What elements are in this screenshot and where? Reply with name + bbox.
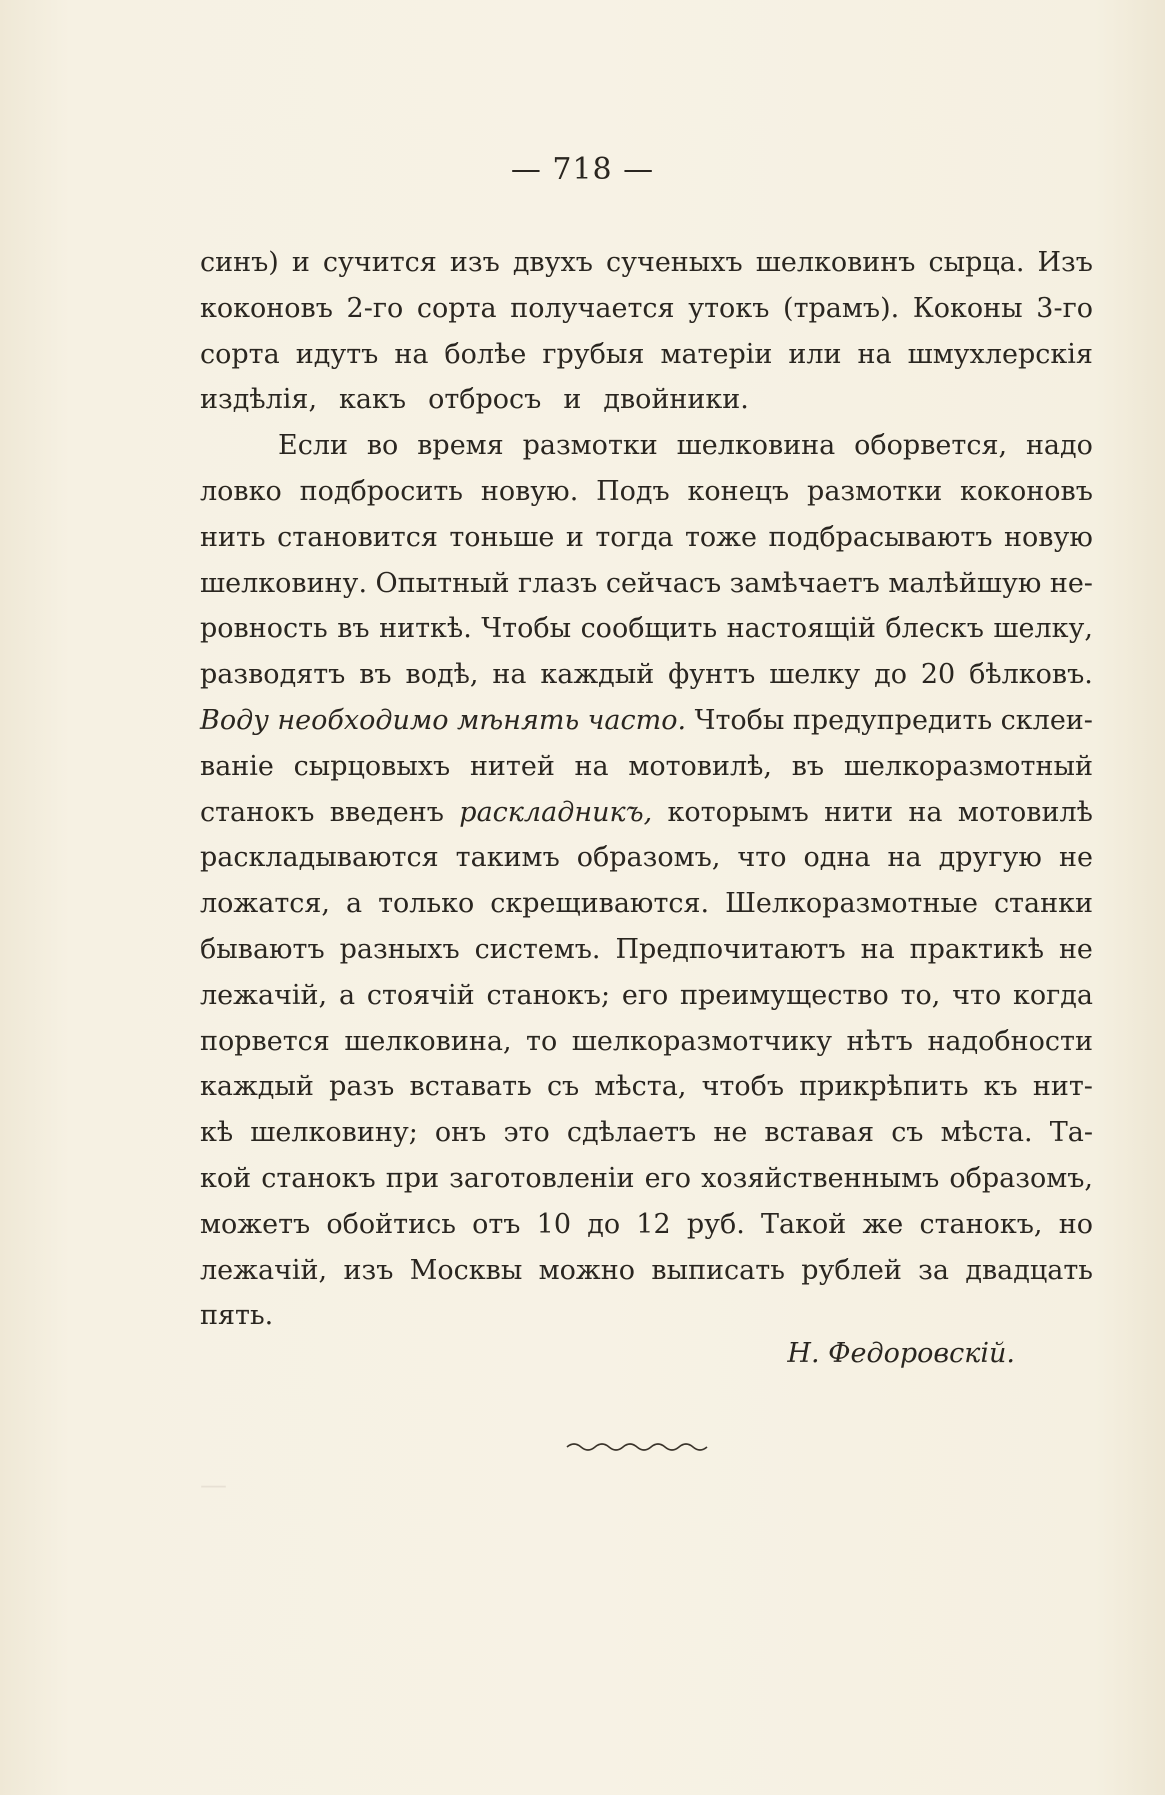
text-line-8 <box>200 561 1093 607</box>
page-number: — 718 — <box>510 152 655 187</box>
word: руб. <box>686 1208 745 1240</box>
word: Опытный <box>375 567 510 599</box>
word: синъ) <box>200 247 279 278</box>
word: что <box>737 842 787 874</box>
text-line-14 <box>200 835 1093 881</box>
word: лежачій, <box>200 979 328 1011</box>
word: чтобъ <box>701 1071 785 1103</box>
word: только <box>378 888 475 920</box>
word: Шелкоразмотные <box>725 888 978 920</box>
word: не <box>1058 933 1093 965</box>
word: шелковину; <box>250 1117 418 1149</box>
word: необходимо <box>277 704 449 736</box>
word: мѣнять <box>456 704 580 736</box>
word: вставать <box>409 1071 532 1103</box>
word: шмухлерскія <box>907 338 1093 370</box>
word: прикрѣпить <box>799 1071 969 1103</box>
word: съ <box>546 1071 580 1103</box>
word: шелкоразмотчику <box>571 1025 833 1057</box>
word: кой <box>200 1162 252 1194</box>
text-line-9 <box>200 606 1093 652</box>
word: обойтись <box>326 1208 456 1240</box>
word: 12 <box>636 1208 671 1240</box>
word: когда <box>1013 979 1093 1011</box>
word: съ <box>891 1117 924 1149</box>
text-line-23 <box>200 1248 1093 1294</box>
word: 10 <box>536 1208 572 1240</box>
word: 3-го <box>1036 292 1093 324</box>
word: Предпочитаютъ <box>615 933 846 965</box>
word: шелкоразмотный <box>843 750 1093 782</box>
word: станокъ <box>200 796 315 828</box>
word: преимущество <box>680 979 889 1011</box>
word: бываютъ <box>200 933 325 965</box>
word: идутъ <box>295 338 379 370</box>
word: фунтъ <box>668 659 756 691</box>
word: или <box>788 338 842 370</box>
word: конецъ <box>687 475 790 507</box>
text-line-7 <box>200 515 1093 561</box>
text-line-5 <box>200 423 1093 469</box>
word: сорта <box>416 292 497 324</box>
text-line-22 <box>200 1202 1093 1248</box>
word: Москвы <box>409 1254 523 1286</box>
word: надо <box>1025 430 1093 462</box>
word: 2-го <box>346 292 404 324</box>
word: при <box>385 1162 440 1194</box>
word: сырца. <box>928 247 1025 278</box>
word: болѣе <box>444 338 527 370</box>
word: тоньше <box>449 521 555 553</box>
word: практикѣ <box>909 933 1044 965</box>
word: во <box>366 430 399 462</box>
word: которымъ <box>667 796 809 828</box>
word: подбросить <box>299 475 464 507</box>
text-line-1 <box>200 240 1093 286</box>
text-line-15 <box>200 881 1093 927</box>
word: 20 <box>920 659 956 691</box>
word: сучится <box>322 247 437 278</box>
word: ваніе <box>200 750 274 782</box>
word: станокъ <box>261 1162 376 1194</box>
word: сообщить <box>580 613 718 645</box>
word: глазъ <box>518 567 598 599</box>
word: то, <box>900 979 941 1011</box>
word: на <box>887 842 922 874</box>
word: а <box>346 888 363 920</box>
word: введенъ <box>329 796 444 828</box>
word: каждый <box>540 659 655 691</box>
word: онъ <box>434 1117 487 1149</box>
word: Подъ <box>596 475 670 507</box>
text-line-21 <box>200 1156 1093 1202</box>
word: Коконы <box>912 292 1023 324</box>
word: ложатся, <box>200 888 331 920</box>
word: разныхъ <box>339 933 460 965</box>
word: мотовилѣ, <box>628 750 773 782</box>
word: каждый <box>200 1071 314 1103</box>
word: коконовъ <box>960 475 1093 507</box>
word: на <box>908 796 943 828</box>
word: его <box>621 979 669 1011</box>
word: мотовилѣ <box>957 796 1093 828</box>
word: нит- <box>1032 1071 1093 1103</box>
text-line-16 <box>200 927 1093 973</box>
word: станокъ; <box>486 979 611 1011</box>
text-line-24 <box>200 1293 1093 1339</box>
word: блескъ <box>885 613 984 645</box>
word: такимъ <box>455 842 560 874</box>
word: шелковинъ <box>755 247 916 278</box>
text-line-10 <box>200 652 1093 698</box>
text-line-17 <box>200 973 1093 1019</box>
word: грубыя <box>542 338 645 370</box>
word: Такой <box>761 1208 847 1240</box>
text-line-13 <box>200 790 1093 836</box>
word: сорта <box>200 338 280 370</box>
word: пять. <box>200 1300 274 1332</box>
word: это <box>503 1117 550 1149</box>
word: издѣлія, <box>200 384 318 416</box>
word: не- <box>1049 567 1093 599</box>
author-signature: Н. Федоровскій. <box>787 1338 1015 1369</box>
text-line-6 <box>200 469 1093 515</box>
word: Чтобы <box>694 704 785 736</box>
word: можетъ <box>200 1208 311 1240</box>
word: рублей <box>801 1254 902 1286</box>
word: порвется <box>200 1025 330 1057</box>
word: а <box>338 979 356 1011</box>
word: Воду <box>200 704 269 736</box>
word: что <box>952 979 1002 1011</box>
word: за <box>918 1254 949 1286</box>
text-line-4 <box>200 377 1093 423</box>
word: двойники. <box>603 384 749 416</box>
word: шелковина, <box>344 1025 512 1057</box>
text-line-3 <box>200 332 1093 378</box>
word: на <box>860 933 895 965</box>
word: бѣлковъ. <box>969 659 1093 691</box>
text-line-2 <box>200 286 1093 332</box>
word: шелку, <box>993 613 1093 645</box>
word: ловко <box>200 475 282 507</box>
word: скрещиваются. <box>490 888 710 920</box>
word: разъ <box>329 1071 395 1103</box>
word: оборвется, <box>854 430 1008 462</box>
wavy-rule-ornament <box>565 1440 715 1454</box>
word: раскладываются <box>200 842 439 874</box>
word: нить <box>200 521 266 553</box>
word: двухъ <box>512 247 593 278</box>
word: отбросъ <box>428 384 542 416</box>
word: выписать <box>651 1254 785 1286</box>
word: стоячій <box>366 979 475 1011</box>
word: хозяйственнымъ <box>701 1162 940 1194</box>
word: новую. <box>480 475 579 507</box>
word: другую <box>938 842 1042 874</box>
word: тоже <box>684 521 757 553</box>
word: изъ <box>449 247 500 278</box>
word: двадцать <box>965 1254 1093 1286</box>
word: же <box>862 1208 904 1240</box>
word: сырцовыхъ <box>293 750 451 782</box>
word: не <box>1058 842 1093 874</box>
text-line-12 <box>200 744 1093 790</box>
word: сдѣлаетъ <box>566 1117 697 1149</box>
word: раскладникъ, <box>459 796 653 828</box>
word: и <box>291 247 310 278</box>
word: на <box>492 659 527 691</box>
word: склеи- <box>1000 704 1093 736</box>
word: размотки <box>522 430 658 462</box>
word: какъ <box>339 384 407 416</box>
word: станки <box>993 888 1093 920</box>
word: часто. <box>587 704 687 736</box>
text-line-19 <box>200 1064 1093 1110</box>
word: подбрасываютъ <box>768 521 993 553</box>
word: водѣ, <box>405 659 479 691</box>
word: одна <box>803 842 871 874</box>
main-text <box>200 240 1093 1339</box>
word: матеріи <box>660 338 773 370</box>
word: предупредить <box>792 704 993 736</box>
word: Та- <box>1049 1117 1093 1149</box>
word: въ <box>337 613 370 645</box>
word: (трамъ). <box>783 292 900 324</box>
word: новую <box>1004 521 1093 553</box>
text-line-20 <box>200 1110 1093 1156</box>
word: кѣ <box>200 1117 234 1149</box>
word: мѣста, <box>594 1071 687 1103</box>
text-line-11 <box>200 698 1093 744</box>
word: и <box>565 521 584 553</box>
word: утокъ <box>688 292 770 324</box>
word: нити <box>824 796 894 828</box>
word: лежачій, <box>200 1254 328 1286</box>
word: образомъ, <box>949 1162 1093 1194</box>
word: заготовленіи <box>449 1162 635 1194</box>
show-through-text: — <box>200 1470 227 1501</box>
word: шелковина <box>676 430 836 462</box>
word: нѣтъ <box>846 1025 913 1057</box>
word: его <box>644 1162 692 1194</box>
word: къ <box>983 1071 1018 1103</box>
word: ниткѣ. <box>379 613 472 645</box>
text-line-18 <box>200 1019 1093 1065</box>
word: шелковину. <box>200 567 368 599</box>
word: настоящій <box>726 613 876 645</box>
word: до <box>587 1208 621 1240</box>
word: но <box>1058 1208 1093 1240</box>
word: станокъ, <box>919 1208 1043 1240</box>
word: Чтобы <box>481 613 572 645</box>
word: въ <box>359 659 392 691</box>
word: вставая <box>764 1117 875 1149</box>
word: системъ. <box>474 933 601 965</box>
word: надобности <box>927 1025 1093 1057</box>
word: разводятъ <box>200 659 346 691</box>
word: изъ <box>343 1254 394 1286</box>
word: отъ <box>472 1208 521 1240</box>
word: то <box>526 1025 558 1057</box>
word: получается <box>510 292 675 324</box>
word: сейчасъ <box>605 567 722 599</box>
word: время <box>417 430 504 462</box>
word: до <box>874 659 907 691</box>
word: шелку <box>769 659 861 691</box>
word: замѣчаетъ <box>729 567 880 599</box>
word: сученыхъ <box>605 247 743 278</box>
word: въ <box>791 750 825 782</box>
word: Если <box>278 430 348 462</box>
word: Изъ <box>1037 247 1093 278</box>
word: и <box>563 384 582 416</box>
word: коконовъ <box>200 292 333 324</box>
word: нитей <box>469 750 555 782</box>
word: не <box>713 1117 748 1149</box>
word: можно <box>538 1254 636 1286</box>
word: становится <box>277 521 438 553</box>
word: размотки <box>807 475 943 507</box>
word: на <box>574 750 609 782</box>
word: мѣста. <box>940 1117 1033 1149</box>
word: на <box>857 338 892 370</box>
word: на <box>394 338 429 370</box>
word: малѣйшую <box>888 567 1042 599</box>
word: ровность <box>200 613 328 645</box>
word: образомъ, <box>576 842 721 874</box>
word: тогда <box>595 521 674 553</box>
